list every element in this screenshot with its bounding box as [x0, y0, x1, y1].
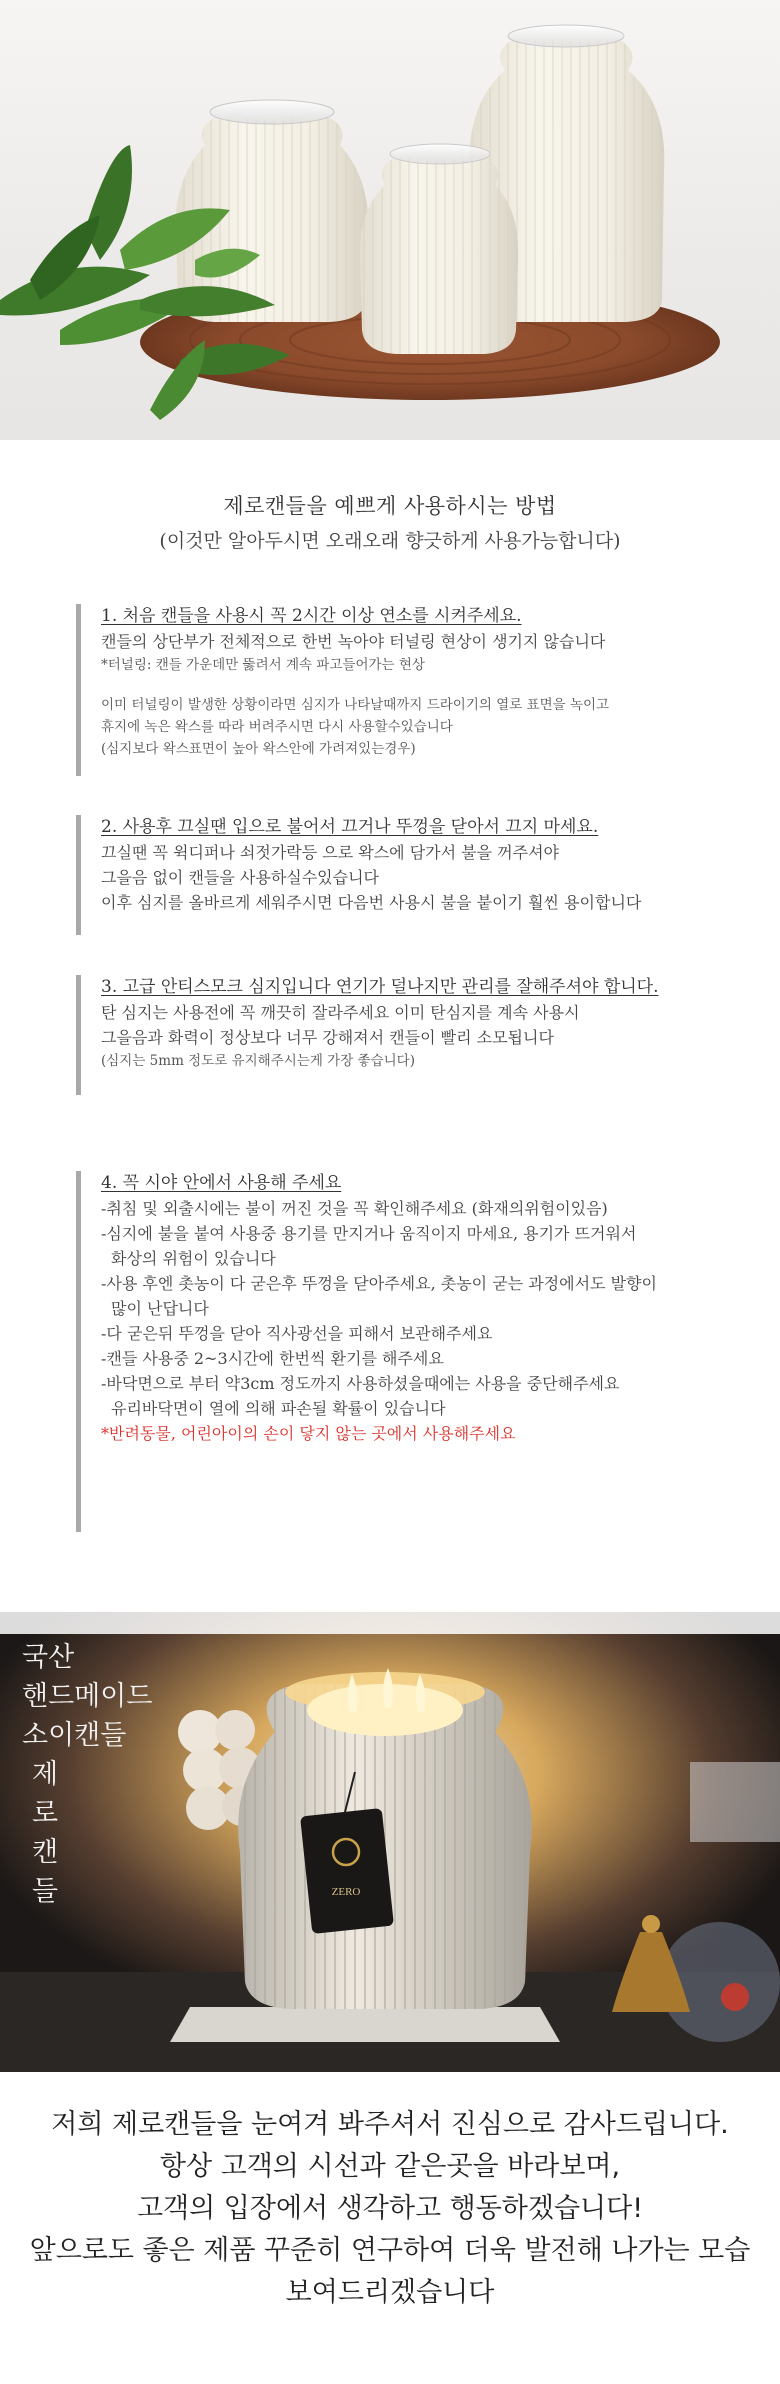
vertical-text-line: 제 — [32, 1759, 59, 1790]
tip-3-heading: 3. 고급 안티스모크 심지입니다 연기가 덜나지만 관리를 잘해주셔야 합니다. — [101, 977, 659, 997]
tip-1-para: (심지보다 왁스표면이 높아 왁스안에 가려져있는경우) — [101, 741, 416, 757]
usage-guide-title: 제로캔들을 예쁘게 사용하시는 방법 — [223, 494, 557, 518]
tip-1-note: *터널링: 캔들 가운데만 뚫려서 계속 파고들어가는 현상 — [101, 657, 425, 673]
tip-1-para: 휴지에 녹은 왁스를 따라 버려주시면 다시 사용할수있습니다 — [101, 719, 453, 735]
brand-vertical-text — [22, 1638, 152, 1911]
usage-guide-subtitle: (이것만 알아두시면 오래오래 향긋하게 사용가능합니다) — [159, 530, 621, 552]
tip-4-line: -바닥면으로 부터 약3cm 정도까지 사용하셨을때에는 사용을 중단해주세요 — [101, 1374, 620, 1393]
tip-4-line: -캔들 사용중 2~3시간에 한번씩 환기를 해주세요 — [101, 1349, 444, 1368]
tip-4-line: 많이 난답니다 — [111, 1299, 209, 1318]
tip-1-para: 이미 터널링이 발생한 상황이라면 심지가 나타날때까지 드라이기의 열로 표면을 녹이고 — [101, 697, 610, 713]
tip-4-line: -심지에 불을 붙여 사용중 용기를 만지거나 움직이지 마세요, 용기가 뜨거워서 — [101, 1224, 637, 1243]
vertical-text-line: 소이캔들 — [22, 1720, 127, 1751]
tag-brand-text: ZERO — [331, 1886, 361, 1898]
tip-2-line: 그을음 없이 캔들을 사용하실수있습니다 — [101, 868, 380, 887]
tip-4-line: -다 굳은뒤 뚜껑을 닫아 직사광선을 피해서 보관해주세요 — [101, 1324, 493, 1343]
closing-line: 고객의 입장에서 생각하고 행동하겠습니다! — [136, 2193, 644, 2224]
usage-guide-header — [0, 490, 780, 553]
tip-4-line: -취침 및 외출시에는 불이 꺼진 것을 꼭 확인해주세요 (화재의위험이있음) — [101, 1199, 608, 1218]
closing-line: 앞으로도 좋은 제품 꾸준히 연구하여 더욱 발전해 나가는 모습 — [29, 2235, 751, 2266]
candle-jar-small — [360, 144, 518, 354]
tip-3-line: 탄 심지는 사용전에 꼭 깨끗히 잘라주세요 이미 탄심지를 계속 사용시 — [101, 1003, 580, 1022]
vertical-text-line: 들 — [32, 1876, 59, 1907]
tip-4-line: 유리바닥면이 열에 의해 파손될 확률이 있습니다 — [111, 1399, 446, 1418]
tip-1-heading: 1. 처음 캔들을 사용시 꼭 2시간 이상 연소를 시켜주세요. — [101, 606, 522, 626]
tip-block-4 — [76, 1171, 726, 1532]
tip-4-line: 화상의 위험이 있습니다 — [111, 1249, 276, 1268]
vertical-text-line: 캔 — [32, 1837, 59, 1868]
tip-block-1 — [76, 604, 726, 776]
tip-2-heading: 2. 사용후 끄실땐 입으로 불어서 끄거나 뚜껑을 닫아서 끄지 마세요. — [101, 817, 599, 837]
tip-2-line: 끄실땐 꼭 윅디퍼나 쇠젓가락등 으로 왁스에 담가서 불을 꺼주셔야 — [101, 843, 560, 862]
closing-message — [0, 2104, 780, 2314]
lit-candle-jar — [238, 1668, 532, 2009]
safety-warning: *반려동물, 어린아이의 손이 닿지 않는 곳에서 사용해주세요 — [101, 1424, 516, 1443]
tip-4-line: -사용 후엔 촛농이 다 굳은후 뚜껑을 닫아주세요, 촛농이 굳는 과정에서도 발향이 — [101, 1274, 657, 1293]
hero-illustration — [0, 0, 780, 440]
closing-line: 항상 고객의 시선과 같은곳을 바라보며, — [159, 2151, 621, 2182]
vertical-text-line: 로 — [32, 1798, 59, 1829]
hero-candle-photo — [0, 0, 780, 440]
tip-3-note: (심지는 5mm 정도로 유지해주시는게 가장 좋습니다) — [101, 1053, 415, 1069]
tip-1-line: 캔들의 상단부가 전체적으로 한번 녹아야 터널링 현상이 생기지 않습니다 — [101, 632, 606, 651]
tip-block-3 — [76, 975, 726, 1095]
vertical-text-line: 핸드메이드 — [22, 1681, 153, 1712]
closing-line: 보여드리겠습니다 — [285, 2277, 495, 2308]
vertical-text-line: 국산 — [22, 1642, 75, 1673]
tip-4-heading: 4. 꼭 시야 안에서 사용해 주세요 — [101, 1173, 342, 1193]
closing-line: 저희 제로캔들을 눈여겨 봐주셔서 진심으로 감사드립니다. — [51, 2109, 729, 2140]
tip-block-2 — [76, 815, 726, 935]
tip-3-line: 그을음과 화력이 정상보다 너무 강해져서 캔들이 빨리 소모됩니다 — [101, 1028, 554, 1047]
tip-2-line: 이후 심지를 올바르게 세워주시면 다음번 사용시 불을 붙이기 훨씬 용이합니다 — [101, 893, 642, 912]
